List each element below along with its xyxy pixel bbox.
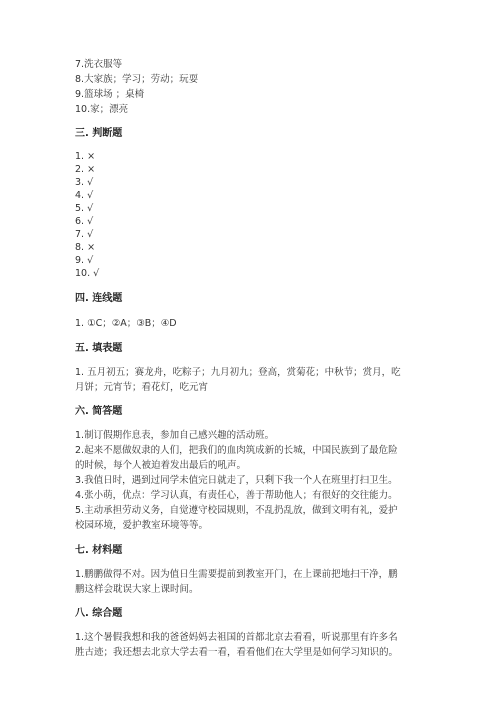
answer-line: 8. × bbox=[75, 242, 96, 253]
answer-line: 9. √ bbox=[75, 255, 94, 266]
section-title-comprehensive: 八. 综合题 bbox=[75, 608, 123, 619]
answer-line: 8.大家族；学习；劳动；玩耍 bbox=[75, 74, 199, 85]
answer-line: 3.我值日时，遇到过同学未值完日就走了，只剩下我一个人在班里打扫卫生。 bbox=[75, 475, 398, 486]
answer-line: 胜古迹；我还想去北京大学去看一看，看看他们在大学里是如何学习知识的。 bbox=[75, 647, 399, 658]
answer-line: 1. × bbox=[75, 151, 96, 162]
answer-line: 校园环境，爱护教室环境等等。 bbox=[75, 520, 209, 531]
answer-line: 的时候，每个人被迫着发出最后的吼声。 bbox=[75, 460, 247, 471]
answer-line: 1.鹏鹏做得不对。因为值日生需要提前到教室开门，在上课前把地扫干净，鹏 bbox=[75, 569, 398, 580]
answer-line: 1.这个暑假我想和我的爸爸妈妈去祖国的首都北京去看看，听说那里有许多名 bbox=[75, 632, 398, 643]
answer-line: 10.家；漂亮 bbox=[75, 104, 129, 115]
answer-line: 3. √ bbox=[75, 177, 94, 188]
section-title-fill-table: 五. 填表题 bbox=[75, 343, 123, 354]
answer-line: 1. ①C；②A；③B；④D bbox=[75, 318, 177, 329]
answer-line: 6. √ bbox=[75, 216, 94, 227]
answer-line: 月饼；元宵节；看花灯，吃元宵 bbox=[75, 382, 209, 393]
section-title-short-answer: 六. 简答题 bbox=[75, 406, 123, 417]
answer-line: 9.篮球场 ；桌椅 bbox=[75, 89, 145, 100]
section-title-material: 七. 材料题 bbox=[75, 545, 123, 556]
answer-line: 2.起来不愿做奴隶的人们，把我们的血肉筑成新的长城，中国民族到了最危险 bbox=[75, 445, 398, 456]
answer-line: 10. √ bbox=[75, 268, 100, 279]
answer-line: 1.制订假期作息表，参加自己感兴趣的活动班。 bbox=[75, 430, 275, 441]
answer-line: 1. 五月初五；赛龙舟，吃粽子；九月初九；登高，赏菊花；中秋节；赏月，吃 bbox=[75, 367, 401, 378]
answer-line: 鹏这样会耽误大家上课时间。 bbox=[75, 584, 199, 595]
answer-line: 4. √ bbox=[75, 190, 94, 201]
answer-line: 7.洗衣服等 bbox=[75, 59, 123, 70]
section-title-judgment: 三. 判断题 bbox=[75, 128, 123, 139]
answer-line: 5.主动承担劳动义务，自觉遵守校园规则，不乱扔乱放，做到文明有礼，爱护 bbox=[75, 505, 398, 516]
answer-line: 2. × bbox=[75, 164, 96, 175]
section-title-matching: 四. 连线题 bbox=[75, 293, 123, 304]
answer-line: 5. √ bbox=[75, 203, 94, 214]
answer-line: 4.张小萌，优点：学习认真，有责任心，善于帮助他人；有很好的交往能力。 bbox=[75, 490, 398, 501]
answer-line: 7. √ bbox=[75, 229, 94, 240]
